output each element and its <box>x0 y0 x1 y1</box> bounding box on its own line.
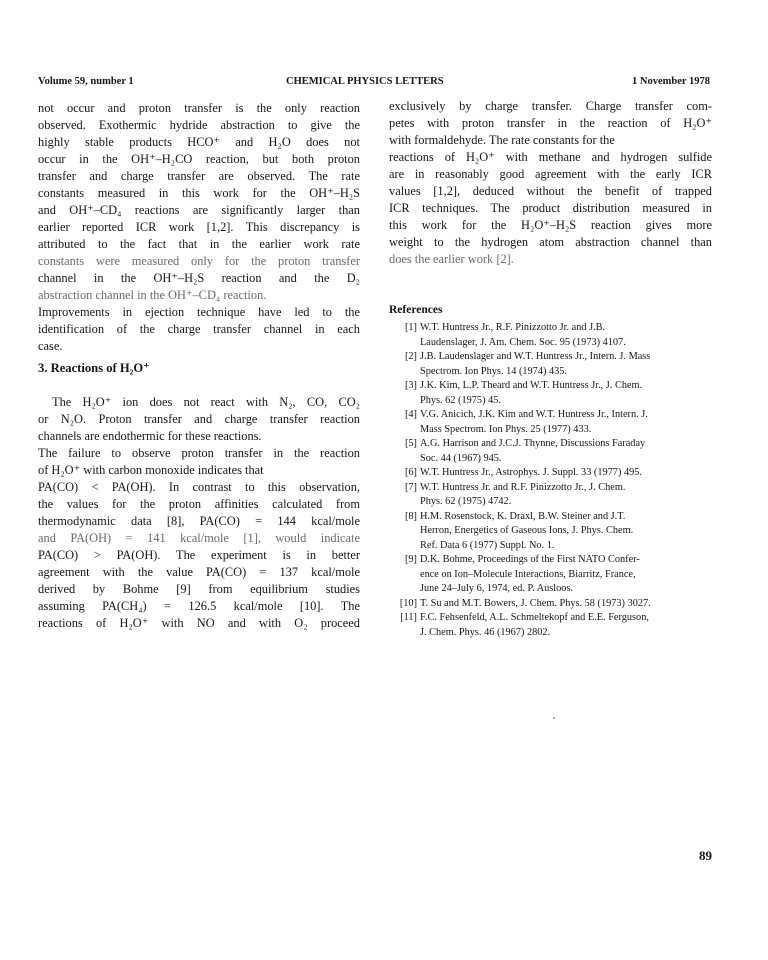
references-heading: References <box>389 304 443 316</box>
text-line: constants measured in this work for the OH⁺–H₂S <box>38 186 360 200</box>
text-line: this work for the H₂O⁺–H₂S reaction gives more <box>389 218 712 232</box>
reference-item <box>389 597 713 612</box>
reference-text <box>420 597 713 612</box>
text-line: petes with proton transfer in the reaction of H₂O⁺ <box>389 116 712 130</box>
reference-line: H.M. Rosenstock, K. Draxl, B.W. Steiner and J.T. <box>420 510 626 522</box>
text-line: weight to the hydrogen atom abstraction channel than <box>389 235 712 249</box>
reference-number: [7] <box>404 481 417 493</box>
text-line: thermodynamic data [8], PA(CO) = 144 kcal/mole <box>38 514 360 528</box>
reference-number: [5] <box>404 438 417 449</box>
reference-item <box>389 553 713 597</box>
reference-line: T. Su and M.T. Bowers, J. Chem. Phys. 58 (1973) 3027. <box>420 597 651 609</box>
reference-number: [11] <box>400 612 417 623</box>
reference-line: Soc. 44 (1967) 945. <box>420 452 502 464</box>
text-line: occur in the OH⁺–H₂CO reaction, but both proton <box>38 152 360 166</box>
reference-line: Ref. Data 6 (1977) Suppl. No. 1. <box>420 539 555 551</box>
text-line: attributed to the fact that in the earlier work rate <box>38 237 360 251</box>
reference-number: [3] <box>404 380 417 391</box>
text-line: identification of the charge transfer channel in each <box>38 322 360 336</box>
reference-item <box>389 510 713 554</box>
text-line: not occur and proton transfer is the only reaction <box>38 101 360 115</box>
running-header <box>38 76 710 90</box>
text-line: derived by Bohme [9] from equilibrium studies <box>38 582 360 596</box>
left-column-paragraph-1 <box>38 100 360 355</box>
reference-line: J. Chem. Phys. 46 (1967) 2802. <box>420 626 551 638</box>
reference-line: D.K. Bohme, Proceedings of the First NATO Confer- <box>420 554 640 565</box>
text-line: with formaldehyde. The rate constants for the <box>389 133 615 147</box>
reference-text <box>420 466 713 481</box>
reference-text <box>420 379 713 408</box>
text-line: reactions of H₂O⁺ with NO and with O₂ proceed <box>38 616 360 630</box>
reference-text <box>420 437 713 466</box>
text-line: highly stable products HCO⁺ and H₂O does not <box>38 135 360 149</box>
text-line: The failure to observe proton transfer in the reaction <box>38 446 360 460</box>
reference-text <box>420 350 713 379</box>
reference-item <box>389 611 713 640</box>
reference-line: J.B. Laudenslager and W.T. Huntress Jr., Intern. J. Mass <box>420 351 651 362</box>
text-line: or N₂O. Proton transfer and charge transfer reaction <box>38 412 360 426</box>
reference-number: [9] <box>404 554 417 565</box>
text-line: PA(CO) > PA(OH). The experiment is in better <box>38 548 360 562</box>
text-line: The H₂O⁺ ion does not react with N₂, CO, CO₂ <box>52 395 360 409</box>
reference-text <box>420 510 713 554</box>
text-line: channel in the OH⁺–H₂S reaction and the D₂ <box>38 271 360 285</box>
text-line: and OH⁺–CD₄ reactions are significantly larger than <box>38 203 360 217</box>
text-line: constants were measured only for the proton transfer <box>38 254 360 268</box>
reference-line: V.G. Anicich, J.K. Kim and W.T. Huntress Jr., Intern. J. <box>420 409 648 420</box>
text-line: channels are endothermic for these reactions. <box>38 429 262 443</box>
reference-line: Phys. 62 (1975) 45. <box>420 394 501 406</box>
text-line: does the earlier work [2]. <box>389 252 514 266</box>
reference-line: J.K. Kim, L.P. Theard and W.T. Huntress Jr., J. Chem. <box>420 380 643 391</box>
reference-line: Phys. 62 (1975) 4742. <box>420 496 512 507</box>
reference-number: [8] <box>404 510 417 522</box>
reference-list <box>389 321 713 640</box>
reference-item <box>389 321 713 350</box>
text-line: PA(CO) < PA(OH). In contrast to this observation, <box>38 480 360 494</box>
reference-text <box>420 408 713 437</box>
reference-line: June 24–July 6, 1974, ed. P. Ausloos. <box>420 583 574 594</box>
reference-line: W.T. Huntress Jr. and R.F. Pinizzotto Jr., J. Chem. <box>420 481 626 493</box>
reference-item <box>389 466 713 481</box>
reference-number: [2] <box>404 351 417 362</box>
reference-text <box>420 553 713 597</box>
text-line: abstraction channel in the OH⁺–CD₄ reaction. <box>38 288 267 302</box>
scan-speck <box>553 717 555 719</box>
reference-item <box>389 350 713 379</box>
reference-line: W.T. Huntress Jr., R.F. Pinizzotto Jr. and J.B. <box>420 322 606 333</box>
reference-line: Mass Spectrom. Ion Phys. 25 (1977) 433. <box>420 423 592 435</box>
reference-number: [1] <box>404 322 417 333</box>
text-line: are in reasonably good agreement with the early ICR <box>389 167 712 181</box>
reference-line: Laudenslager, J. Am. Chem. Soc. 95 (1973) 4107. <box>420 336 626 348</box>
text-line: ICR techniques. The product distribution measured in <box>389 201 712 215</box>
reference-item <box>389 379 713 408</box>
reference-number: [10] <box>399 597 417 609</box>
text-line: exclusively by charge transfer. Charge transfer com- <box>389 99 712 113</box>
text-line: agreement with the value PA(CO) = 137 kcal/mole <box>38 565 360 579</box>
reference-text <box>420 611 713 640</box>
text-line: of H₂O⁺ with carbon monoxide indicates that <box>38 463 264 477</box>
text-line: the values for the proton affinities calculated from <box>38 497 360 511</box>
text-line: Improvements in ejection technique have led to the <box>38 305 360 319</box>
text-line: assuming PA(CH₄) = 126.5 kcal/mole [10]. The <box>38 599 360 613</box>
right-column-paragraph <box>389 98 712 268</box>
left-column-paragraph-2 <box>38 394 360 632</box>
reference-line: Spectrom. Ion Phys. 14 (1974) 435. <box>420 365 568 377</box>
reference-item <box>389 481 713 510</box>
text-line: reactions of H₂O⁺ with methane and hydrogen sulfide <box>389 150 712 164</box>
reference-line: W.T. Huntress Jr., Astrophys. J. Suppl. 33 (1977) 495. <box>420 467 642 478</box>
section-heading: 3. Reactions of H₂O⁺ <box>38 361 150 375</box>
text-line: values [1,2], deduced without the benefit of trapped <box>389 184 712 198</box>
text-line: earlier reported ICR work [1,2]. This discrepancy is <box>38 220 360 234</box>
journal-title: CHEMICAL PHYSICS LETTERS <box>286 76 444 87</box>
reference-line: ence on Ion–Molecule Interactions, Biarritz, France, <box>420 568 636 580</box>
reference-line: Herron, Energetics of Gaseous Ions, J. Phys. Chem. <box>420 525 634 536</box>
page-number: 89 <box>699 848 712 863</box>
text-line: transfer and charge transfer are observed. The rate <box>38 169 360 183</box>
reference-number: [4] <box>404 409 417 420</box>
text-line: case. <box>38 339 63 353</box>
reference-item <box>389 437 713 466</box>
reference-item <box>389 408 713 437</box>
reference-number: [6] <box>404 467 417 478</box>
text-line: observed. Exothermic hydride abstraction to give the <box>38 118 360 132</box>
reference-line: A.G. Harrison and J.C.J. Thynne, Discussions Faraday <box>420 438 646 449</box>
reference-text <box>420 481 713 510</box>
issue-date: 1 November 1978 <box>632 76 710 87</box>
volume-label: Volume 59, number 1 <box>38 76 134 87</box>
reference-line: F.C. Fehsenfeld, A.L. Schmeltekopf and E.E. Ferguson, <box>420 612 649 623</box>
text-line: and PA(OH) = 141 kcal/mole [1], would indicate <box>38 531 360 545</box>
reference-text <box>420 321 713 350</box>
